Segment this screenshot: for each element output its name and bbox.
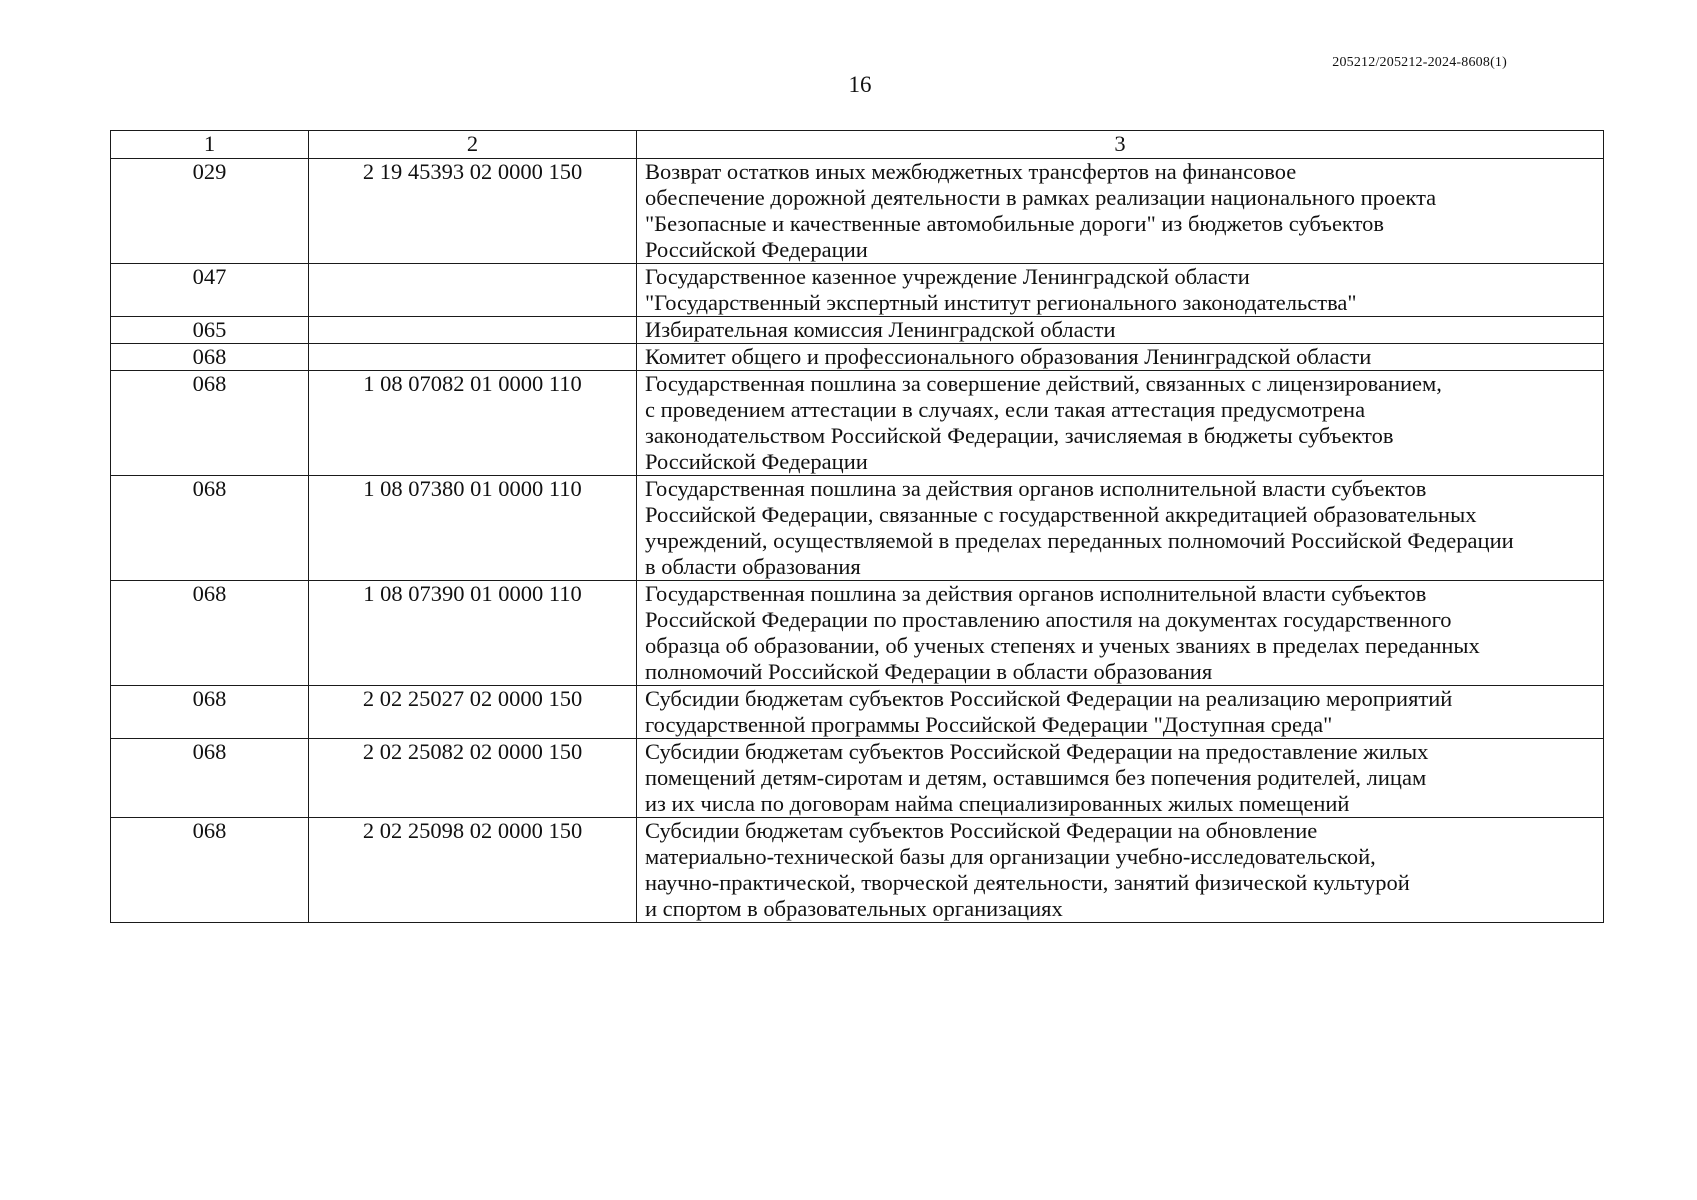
description-line: учреждений, осуществляемой в пределах переданных полномочий Российской Федерации xyxy=(645,528,1514,553)
description-line: государственной программы Российской Федерации "Доступная среда" xyxy=(645,712,1333,737)
description-line: Российской Федерации xyxy=(645,237,868,262)
description-cell xyxy=(637,344,1604,371)
description-line: Комитет общего и профессионального образования Ленинградской области xyxy=(645,344,1372,369)
description-line: Субсидии бюджетам субъектов Российской Федерации на предоставление жилых xyxy=(645,739,1429,764)
table-header-row xyxy=(111,131,1604,159)
revenue-codes-table xyxy=(110,130,1604,923)
description-line: Российской Федерации xyxy=(645,449,868,474)
description-line: материально-технической базы для организации учебно-исследовательской, xyxy=(645,844,1376,869)
description-line: Субсидии бюджетам субъектов Российской Федерации на обновление xyxy=(645,818,1318,843)
description-cell xyxy=(637,686,1604,739)
kbk-code-cell: 2 02 25098 02 0000 150 xyxy=(309,818,637,923)
table-row xyxy=(111,739,1604,818)
kbk-code-cell: 1 08 07082 01 0000 110 xyxy=(309,371,637,476)
kbk-code-cell xyxy=(309,317,637,344)
kbk-code-cell xyxy=(309,344,637,371)
kbk-code-cell xyxy=(309,264,637,317)
admin-code-cell: 068 xyxy=(111,581,309,686)
admin-code-cell: 068 xyxy=(111,344,309,371)
admin-code-cell: 068 xyxy=(111,686,309,739)
description-line: научно-практической, творческой деятельности, занятий физической культурой xyxy=(645,870,1410,895)
description-line: Государственное казенное учреждение Ленинградской области xyxy=(645,264,1250,289)
column-header-2: 2 xyxy=(309,131,637,159)
description-line: Российской Федерации по проставлению апостиля на документах государственного xyxy=(645,607,1452,632)
description-line: полномочий Российской Федерации в области образования xyxy=(645,659,1213,684)
kbk-code-cell: 2 02 25027 02 0000 150 xyxy=(309,686,637,739)
description-line: и спортом в образовательных организациях xyxy=(645,896,1063,921)
description-line: Государственная пошлина за совершение действий, связанных с лицензированием, xyxy=(645,371,1442,396)
description-line: Государственная пошлина за действия органов исполнительной власти субъектов xyxy=(645,476,1427,501)
description-line: "Государственный экспертный институт регионального законодательства" xyxy=(645,290,1357,315)
table-row xyxy=(111,317,1604,344)
kbk-code-cell: 1 08 07390 01 0000 110 xyxy=(309,581,637,686)
description-line: в области образования xyxy=(645,554,861,579)
document-id: 205212/205212-2024-8608(1) xyxy=(1332,55,1507,70)
description-line: Возврат остатков иных межбюджетных трансфертов на финансовое xyxy=(645,159,1297,184)
admin-code-cell: 068 xyxy=(111,739,309,818)
description-line: Субсидии бюджетам субъектов Российской Федерации на реализацию мероприятий xyxy=(645,686,1453,711)
description-cell xyxy=(637,818,1604,923)
admin-code-cell: 068 xyxy=(111,371,309,476)
table-row xyxy=(111,581,1604,686)
admin-code-cell: 047 xyxy=(111,264,309,317)
description-line: помещений детям-сиротам и детям, оставшимся без попечения родителей, лицам xyxy=(645,765,1427,790)
admin-code-cell: 068 xyxy=(111,476,309,581)
kbk-code-cell: 1 08 07380 01 0000 110 xyxy=(309,476,637,581)
description-line: Избирательная комиссия Ленинградской области xyxy=(645,317,1116,342)
table-row xyxy=(111,159,1604,264)
admin-code-cell: 029 xyxy=(111,159,309,264)
description-line: с проведением аттестации в случаях, если такая аттестация предусмотрена xyxy=(645,397,1366,422)
column-header-1: 1 xyxy=(111,131,309,159)
column-header-3: 3 xyxy=(637,131,1604,159)
description-line: обеспечение дорожной деятельности в рамках реализации национального проекта xyxy=(645,185,1437,210)
description-line: из их числа по договорам найма специализированных жилых помещений xyxy=(645,791,1350,816)
description-cell xyxy=(637,264,1604,317)
admin-code-cell: 068 xyxy=(111,818,309,923)
table-row xyxy=(111,818,1604,923)
table-row xyxy=(111,371,1604,476)
description-cell xyxy=(637,317,1604,344)
description-line: "Безопасные и качественные автомобильные дороги" из бюджетов субъектов xyxy=(645,211,1384,236)
table-row xyxy=(111,686,1604,739)
description-line: Российской Федерации, связанные с государственной аккредитацией образовательных xyxy=(645,502,1477,527)
table-body xyxy=(111,159,1604,923)
description-cell xyxy=(637,476,1604,581)
description-cell xyxy=(637,739,1604,818)
page-number: 16 xyxy=(848,72,872,97)
description-cell xyxy=(637,371,1604,476)
description-cell xyxy=(637,159,1604,264)
table-row xyxy=(111,344,1604,371)
description-cell xyxy=(637,581,1604,686)
description-line: Государственная пошлина за действия органов исполнительной власти субъектов xyxy=(645,581,1427,606)
description-line: образца об образовании, об ученых степенях и ученых званиях в пределах переданных xyxy=(645,633,1480,658)
table-row xyxy=(111,264,1604,317)
kbk-code-cell: 2 19 45393 02 0000 150 xyxy=(309,159,637,264)
kbk-code-cell: 2 02 25082 02 0000 150 xyxy=(309,739,637,818)
admin-code-cell: 065 xyxy=(111,317,309,344)
description-line: законодательством Российской Федерации, зачисляемая в бюджеты субъектов xyxy=(645,423,1394,448)
table-row xyxy=(111,476,1604,581)
